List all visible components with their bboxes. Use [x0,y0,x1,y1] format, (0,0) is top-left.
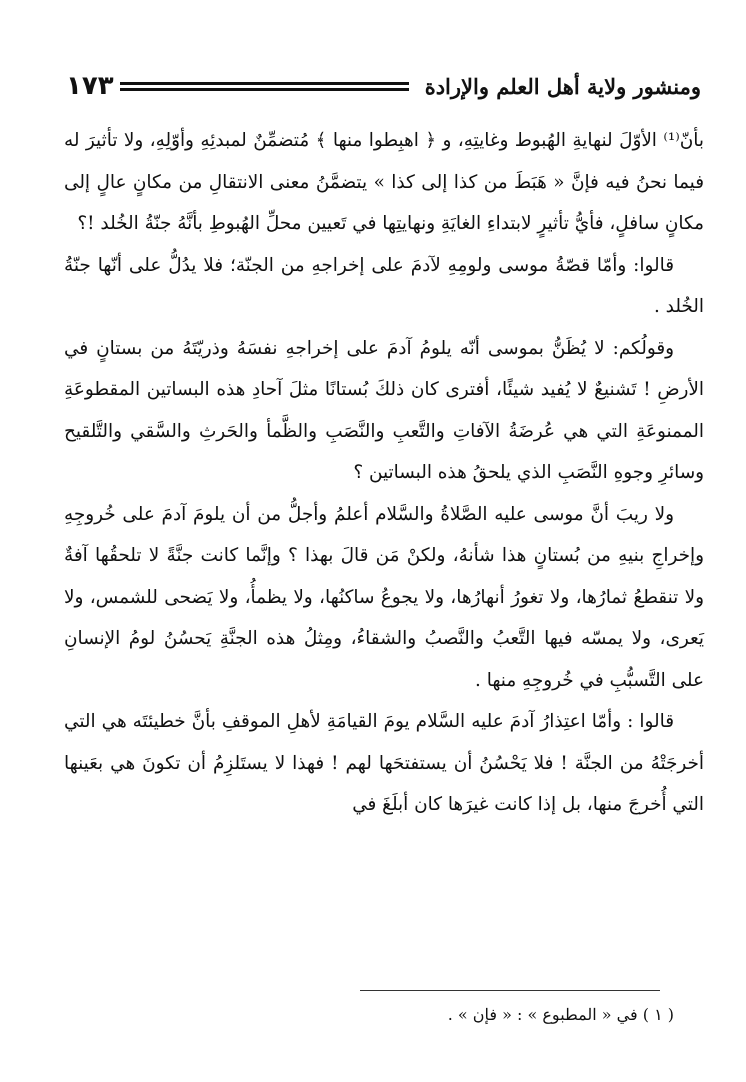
footnote-separator [360,990,660,991]
paragraph-3: وقولُكم: لا يُظَنُّ بموسى أنّه يلومُ آدمَ على إخراجهِ نفسَهُ وذريّتَهُ من بستانٍ في الأرضِ ! تَشنيعٌ لا يُفيد شيئًا، أفترى كان ذلكَ بُستانًا مثلَ آحادِ هذه البساتين المقطوعَةِ الممنوعَةِ التي هي عُرضَةُ الآفاتِ والتَّعبِ والنَّصَبِ والظَّمأ والحَرثِ والسَّقي والتَّلقيح وسائرِ وجوهِ النَّصَبِ الذي يلحقُ هذه البساتين ؟ [64,337,704,483]
body-text [64,120,704,826]
paragraph-2: قالوا: وأمّا قصّةُ موسى ولومِهِ لآدمَ على إخراجهِ من الجنّة؛ فلا يدُلُّ على أنّها جنّةُ الخُلد . [64,254,704,317]
page-header [66,66,701,106]
paragraph-4: ولا ريبَ أنَّ موسى عليه الصَّلاةُ والسَّلام أعلمُ وأجلُّ من أن يلومَ آدمَ على خُروجِهِ وإخراجِ بنيهِ من بُستانٍ هذا شأنهُ، ولكنْ مَن قالَ بهذا ؟ وإنَّما كانت جنَّةً لا تلحقُها آفةٌ ولا تنقطعُ ثمارُها، ولا تغورُ أنهارُها، ولا يجوعُ ساكنُها، ولا يظمأُ، ولا يَضحى للشمس، ولا يَعرى، ولا يمسّه فيها التَّعبُ والنَّصبُ والشقاءُ، ومِثلُ هذه الجنَّةِ يَحسُنُ لومُ الإنسانِ على التَّسبُّبِ في خُروجِهِ منها . [64,503,704,691]
footnote: ( ١ ) في « المطبوع » : « فإن » . [447,1005,674,1024]
running-title: ومنشور ولاية أهل العلم والإرادة [424,73,701,99]
paragraph-1: بأنّ⁽¹⁾ الأوّلَ لنهايةِ الهُبوط وغايتِهِ، و ﴿ اهبِطوا منها ﴾ مُتضمِّنٌ لمبدئِهِ وأوّلِهِ، ولا تأثيرَ له فيما نحنُ فيه فإنَّ « هَبَطَ من كذا إلى كذا » يتضمَّنُ معنى الانتقالِ من مكانٍ عالٍ إلى مكانٍ سافلٍ، فأيُّ تأثيرٍ لابتداءِ الغايَةِ ونهايتِها في تَعيين محلِّ الهُبوطِ بأنَّهُ جنّةُ الخُلد !؟ [64,130,704,234]
header-rule [120,82,409,91]
paragraph-5: قالوا : وأمّا اعتِذارُ آدمَ عليه السَّلام يومَ القيامَةِ لأهلِ الموقفِ بأنَّ خطيئتَه هي التي أخرجَتْهُ من الجنَّة ! فلا يَحْسُنُ أن يستفتحَها لهم ! فهذا لا يستَلزِمُ أن تكونَ هي بعَينها التي أُخرجَ منها، بل إذا كانت غيرَها كان أبلَغَ في [64,711,704,815]
page-number: ١٧٣ [66,71,114,101]
